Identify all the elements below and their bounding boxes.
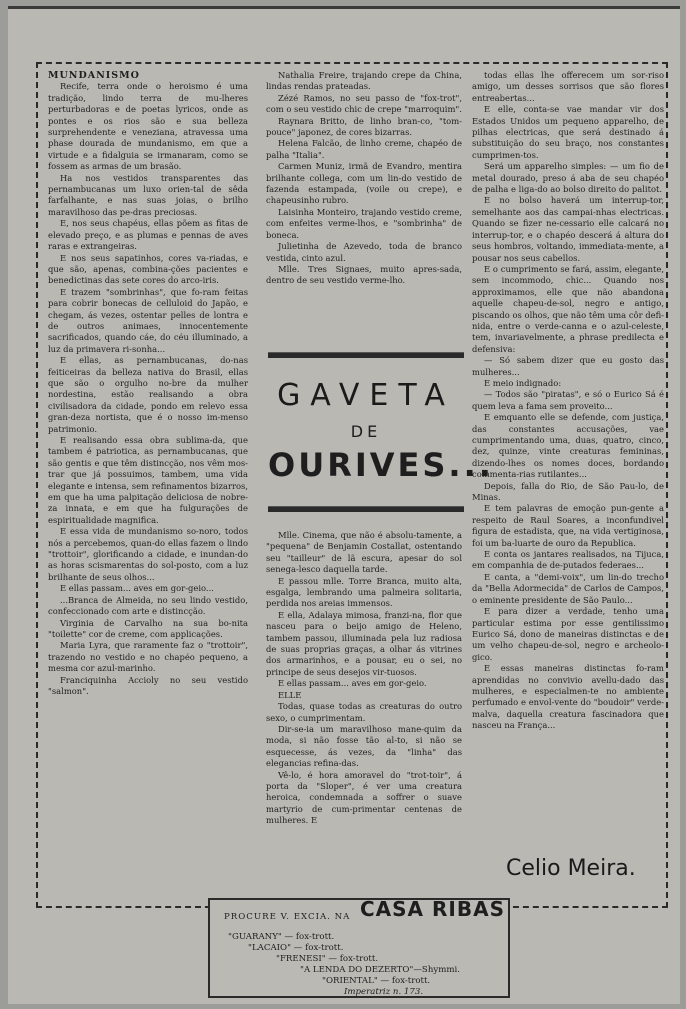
- column-3: [472, 70, 664, 880]
- ad-brand: CASA RIBAS: [360, 897, 505, 921]
- column-1-text: [48, 81, 248, 697]
- title-top-bar: [268, 352, 464, 358]
- paragraph: Recife, terra onde o heroismo é uma tradição, lindo terra de mu-lheres perturbadoras e de poetas lyricos, onde as pontes e os rios são e sua belleza surprehendente e veneziana, atravessa uma phase dourada de mundanismo, em que a virtude e a fidalguia se irmanaram, como se fossem as armas de um brasão.: [48, 81, 248, 172]
- paragraph: Nathalia Freire, trajando crepe da China, lindas rendas prateadas.: [266, 70, 462, 92]
- paragraph: Julietinha de Azevedo, toda de branco vestida, cinto azul.: [266, 241, 462, 263]
- ad-item: "ORIENTAL" — fox-trott.: [322, 976, 431, 986]
- paragraph: E elle, conta-se vae mandar vir dos Estados Unidos um pequeno apparelho, de pilhas electricas, que será destinado á substituição do seu braço, nos constantes cumprimen-tos.: [472, 104, 664, 160]
- title-bottom-bar: [268, 506, 464, 512]
- paragraph: E passou mlle. Torre Branca, muito alta, esgalga, lembrando uma palmeira solitaria, perdida nos areias immensos.: [266, 575, 462, 609]
- paragraph: Zézé Ramos, no seu passo de "fox-trot", com o seu vestido chic de crepe "marroquim".: [266, 92, 462, 115]
- title-gaveta: GAVETA: [277, 378, 455, 413]
- title-block: [268, 352, 494, 512]
- article-heading: MUNDANISMO: [48, 70, 140, 81]
- paragraph: Virginia de Carvalho na sua bo-nita "toilette" cor de creme, com applicações.: [48, 617, 248, 639]
- paragraph: Maria Lyra, que raramente faz o "trottoir", trazendo no vestido e no chapéo pequeno, a mesma cor azul-marinho.: [48, 640, 248, 674]
- paragraph: E trazem "sombrinhas", que fo-ram feitas para cobrir bonecas de celluloid do Japão, e chegam, ás vezes, ostentar pelles de lontra e de outros animaes, innocentemente sacrificados, quando cáe, do céu illuminado, a luz da primavera ri-sonha...: [48, 286, 248, 354]
- paragraph: ELLE: [278, 689, 302, 700]
- paragraph: E essas maneiras distinctas fo-ram aprendidas no convivio avellu-dado das mulheres, e especialmen-te no ambiente perfumado e envol-vente do "boudoir" verde-malva, daquella creatura fascinadora que nasceu na França...: [472, 663, 664, 731]
- paragraph: Vê-lo, é hora amoravel do "trot-toir", á porta da "Sloper", é ver uma creatura heroica, condemnada a soffrer o suave martyrio de cum-primentar centenas de mulheres. E: [266, 769, 462, 826]
- casa-ribas-ad: [208, 898, 510, 998]
- paragraph: E tem palavras de emoção pun-gente a respeito de Raul Soares, a inconfundivel figura de estadista, que, na vida vertiginosa, foi um ba-luarte de ouro da Republica.: [472, 503, 664, 548]
- author-signature: Celio Meira.: [506, 856, 636, 881]
- paragraph: Helena Falcão, de linho creme, chapéo de palha "Italia".: [266, 138, 462, 160]
- ad-address: Imperatriz n. 173.: [344, 987, 424, 997]
- ad-items: [224, 932, 504, 998]
- top-rule: [8, 6, 680, 9]
- paragraph: Mlle. Cinema, que não é absolu-tamente, a "pequena" de Benjamin Costallat, ostentando seu "tailleur" de lã escura, apesar do sol senega-lesco daquella tarde.: [266, 530, 462, 575]
- paragraph: Franciquinha Accioly no seu vestido "salmon".: [48, 674, 248, 696]
- paragraph: Depois, falla do Rio, de São Pau-lo, de Minas.: [472, 480, 664, 503]
- paragraph: E o cumprimento se fará, assim, elegante, sem incommodo, chic... Quando nos approximamos, elle que não abandona aquelle chapeu-de-sol, negro e antigo, piscando os olhos, que não têm uma côr defi-nida, entre o verde-canna e o azul-celeste, tem, invariavelmente, a phrase predilecta e defensiva:: [472, 263, 664, 354]
- column-2-top: [266, 70, 462, 332]
- paragraph: E emquanto elle se defende, com justiça, das constantes accusações, vae cumprimentando uma, duas, quatro, cinco, dez, quinze, vinte creaturas femininas, dizendo-lhes os nomes doces, bordando commenta-rias rutilantes...: [472, 412, 664, 480]
- paragraph: E meio indignado:: [484, 377, 562, 388]
- column-1: [48, 70, 248, 902]
- paragraph: E para dizer a verdade, tenho uma particular estima por esse gentilissimo Eurico Sá, dono de maneiras distinctas e de um velho chapeu-de-sol, negro e archeolo-gico.: [472, 606, 664, 662]
- paragraph: — Todos são "piratas", e só o Eurico Sá é quem leva a fama sem proveito...: [472, 389, 664, 411]
- paragraph: E ella, Adalaya mimosa, franzi-na, flor que nasceu para o beijo amigo de Heleno, tambem passou, illuminada pela luz radiosa de suas proprias graças, a olhar ás vitrines dos armarinhos, e a pousar, eu o sei, no principe de seus desejos vir-tuosos.: [266, 609, 462, 677]
- title-de: DE: [350, 422, 382, 441]
- ad-item: "LACAIO" — fox-trott.: [248, 943, 344, 953]
- paragraph: E no bolso haverá um interrup-tor, semelhante aos das campai-nhas electricas. Quando se fizer ne-cessario elle calcará no interrup-tor, e o chapéo descerá á altura do seus hombros, voltando, immediata-mente, a pousar nos seus cabellos.: [472, 195, 664, 263]
- paragraph: Raynara Britto, de linho bran-co, "tom-pouce" japonez, de cores bizarras.: [266, 115, 462, 138]
- paragraph: Será um apparelho simples: — um fio de metal dourado, preso á aba de seu chapéo de palha e liga-do ao bolso direito do palitot.: [472, 161, 664, 195]
- ad-item: "GUARANY" — fox-trott.: [228, 932, 335, 942]
- paragraph: todas ellas lhe offerecem um sor-riso amigo, um desses sorrisos que são flores entreabertas...: [472, 70, 664, 103]
- paragraph: E canta, a "demi-voix", um lin-do trecho da "Bella Adormecida" de Carlos de Campos, o eminente presidente de São Paulo...: [472, 571, 664, 605]
- paragraph: E conta os jantares realisados, na Tijuca, em companhia de de-putados federaes...: [472, 549, 664, 571]
- paragraph: E nos seus sapatinhos, cores va-riadas, e que são, apenas, combina-ções pacientes e benedictinas das sete cores do arco-iris.: [48, 252, 248, 286]
- paragraph: Laisinha Monteiro, trajando vestido creme, com enfeites verme-lhos, e "sombrinha" de boneca.: [266, 206, 462, 240]
- paragraph: Carmen Muniz, irmã de Evandro, mentira brilhante collega, com um lin-do vestido de fazenda estampada, (voile ou crepe), e chapeusinho rubro.: [266, 161, 462, 206]
- ad-item: "A LENDA DO DEZERTO"—Shymmi.: [300, 965, 460, 975]
- paragraph: Mlle. Tres Signaes, muito apres-sada, dentro de seu vestido verme-lho.: [266, 263, 462, 286]
- ad-procure: PROCURE V. EXCIA. NA: [224, 912, 351, 922]
- paragraph: E ellas, as pernambucanas, do-nas feiticeiras da belleza nativa do Brasil, ellas que são o orgulho no-bre da mulher nordestina, estão realisando a obra civilisadora da cidade, pondo em relevo essa gran-deza nortista, que é o nosso im-menso patrimonio.: [48, 355, 248, 434]
- paragraph: E, nos seus chapéus, ellas põem as fitas de elevado preço, e as plumas e pennas de aves raras e extrangeiras.: [48, 218, 248, 252]
- paragraph: Ha nos vestidos transparentes das pernambucanas um luxo orien-tal de sêda farfalhante, e nas suas joias, o brilho maravilhoso das pe-dras preciosas.: [48, 172, 248, 217]
- column-2-bottom: [266, 530, 462, 892]
- paragraph: Todas, quase todas as creaturas do outro sexo, o cumprimentam.: [266, 701, 462, 723]
- paragraph: E ellas passam... aves em gor-geio...: [60, 583, 214, 594]
- paragraph: ...Branca de Almeida, no seu lindo vestido, confeccionado com arte e distincção.: [48, 594, 248, 617]
- title-ourives: OURIVES...: [268, 446, 494, 484]
- paragraph: — Só sabem dizer que eu gosto das mulheres...: [472, 355, 664, 377]
- ad-item: "FRENESI" — fox-trott.: [276, 954, 379, 964]
- paragraph: E ellas passam... aves em gor-geio.: [278, 678, 427, 689]
- paragraph: Dir-se-ia um maravilhoso mane-quim da moda, si não fosse tão al-to, si não se esquecesse, ás vezes, da "linha" das elegancias refina-das.: [266, 723, 462, 769]
- paragraph: E essa vida de mundanismo so-noro, todos nós a percebemos, quan-do ellas fazem o lindo "trottoir", glorificando a cidade, e inundan-do as horas scismarentas do sol-posto, com a luz brilhante de seus olhos...: [48, 526, 248, 582]
- paragraph: E realisando essa obra sublima-da, que tambem é patriotica, as pernambucanas, que são gentis e que têm distincção, nos vêm mos-trar que já possuimos, tambem, uma vida elegante e intensa, sem refinamentos bizarros, em que ha uma palpitação deliciosa de nobre-za innata, e em que ha fulgurações de espiritualidade magnifica.: [48, 435, 248, 525]
